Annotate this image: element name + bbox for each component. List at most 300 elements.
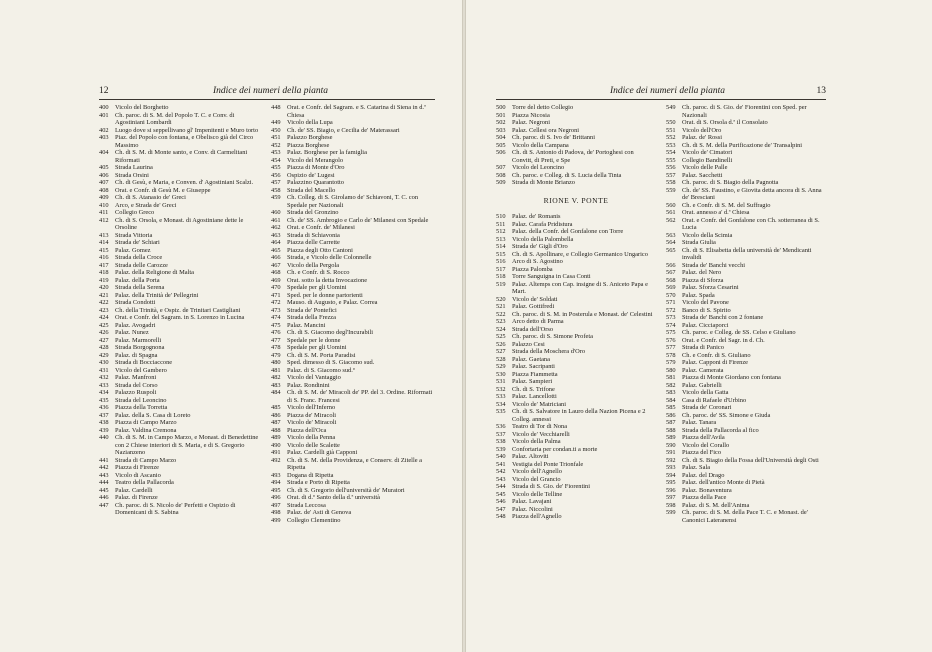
- entry-text: Palaz. Sforza Cesarini: [682, 284, 739, 291]
- index-entry: [666, 307, 826, 315]
- index-entry: [496, 408, 656, 423]
- entry-text: Piazza di Firenze: [115, 464, 160, 471]
- entry-number: 546: [496, 498, 506, 505]
- entry-number: 591: [666, 449, 676, 456]
- section-title: RIONE V. PONTE: [543, 195, 609, 205]
- entry-text: Vicolo della Palombella: [512, 235, 574, 243]
- entry-text: Orat. di d.º Santo della d.ª università: [287, 494, 381, 501]
- entry-text: Vicolo del Pavone: [682, 299, 729, 306]
- entry-text: Piazza di Sforza: [682, 276, 724, 284]
- entry-text: Vicolo delle Scalette: [287, 441, 340, 449]
- index-entry: [271, 509, 435, 517]
- entry-number: 558: [666, 179, 676, 186]
- entry-text: Palaz. Cardelli: [115, 486, 153, 494]
- entry-number: 431: [99, 366, 109, 374]
- entry-text: Vicolo delle Palle: [682, 164, 728, 171]
- index-entry: [99, 397, 259, 405]
- entry-text: Ch. di S. Antonio di Padova, de' Portoghesi con Convitt, di Preti, e Spe: [512, 149, 634, 164]
- entry-text: Strada di Bocciaccone: [115, 359, 173, 366]
- index-entry: [271, 367, 435, 375]
- entry-text: Palaz. de' Rossi: [682, 134, 723, 141]
- entry-text: Palaz. Cardelli già Capponi: [287, 449, 358, 456]
- entry-text: Palaz. Avogadri: [115, 321, 156, 329]
- index-entry: [271, 434, 435, 442]
- right-page: [466, 0, 932, 652]
- entry-text: Vicolo dell'Inferno: [287, 404, 336, 411]
- index-entry: [666, 494, 826, 502]
- entry-text: Vicolo de' Soldati: [512, 295, 558, 303]
- index-entry: [99, 329, 259, 337]
- index-entry: [99, 337, 259, 345]
- entry-number: 483: [271, 381, 281, 389]
- entry-text: Ch. di S. Trifone: [512, 385, 555, 393]
- entry-text: Palaz. Valdina Cremona: [115, 426, 177, 434]
- entry-number: 579: [666, 359, 676, 366]
- entry-number: 455: [271, 164, 281, 171]
- index-entry: [666, 262, 826, 270]
- index-entry: [666, 284, 826, 292]
- entry-text: Strada di Panico: [682, 344, 724, 351]
- entry-number: 427: [99, 336, 109, 344]
- entry-text: Strada di S. Gio. de' Fiorentini: [512, 483, 591, 490]
- entry-number: 433: [99, 381, 109, 389]
- index-entry: [99, 344, 259, 352]
- entry-text: Vicolo della Gatta: [682, 389, 729, 396]
- entry-text: Vicolo della Campana: [512, 141, 569, 149]
- entry-text: Palaz. Manfroni: [115, 374, 157, 381]
- index-entry: [666, 172, 826, 180]
- entry-text: Banco di S. Spirito: [682, 306, 731, 314]
- entry-text: Piazza de' Miracoli: [287, 411, 337, 419]
- entry-number: 442: [99, 464, 109, 471]
- entry-text: Strada Vittoria: [115, 231, 153, 239]
- entry-text: Strada del Leoncino: [115, 396, 167, 404]
- entry-number: 463: [271, 231, 281, 239]
- index-entry: [99, 419, 259, 427]
- entry-number: 411: [99, 209, 109, 216]
- index-entry: [496, 119, 656, 127]
- entry-number: 567: [666, 269, 676, 276]
- entry-text: Ch. paroc. e Colleg. de SS. Celso e Giuliano: [682, 329, 796, 336]
- entry-text: Strada del Macello: [287, 186, 336, 194]
- entry-text: Vicolo del Merangolo: [287, 156, 344, 164]
- entry-number: 405: [99, 164, 109, 171]
- index-entry: [666, 104, 826, 119]
- entries-after-section: [496, 213, 656, 521]
- entry-number: 438: [99, 419, 109, 426]
- index-entry: [99, 134, 259, 149]
- entry-text: Piazza dell'Avila: [682, 434, 725, 441]
- entry-number: 467: [271, 261, 281, 269]
- entry-text: Palaz. Negroni: [512, 119, 550, 126]
- entry-number: 441: [99, 456, 109, 464]
- entry-number: 565: [666, 246, 676, 254]
- index-entry: [666, 322, 826, 330]
- index-entry: [99, 494, 259, 502]
- entry-text: Sped. dimesso di S. Giacomo sud.: [287, 359, 375, 366]
- entry-number: 496: [271, 494, 281, 501]
- entry-number: 539: [496, 445, 506, 453]
- index-entry: [271, 232, 435, 240]
- entry-number: 409: [99, 194, 109, 201]
- entry-text: Ospizio de' Lugesi: [287, 171, 335, 179]
- entries-before-section: [496, 104, 656, 187]
- entry-text: Piazza della Torretta: [115, 404, 168, 411]
- index-entry: [496, 221, 656, 229]
- index-entry: [496, 476, 656, 484]
- entry-text: Palaz. della Trinità de' Pellegrini: [115, 291, 199, 299]
- index-entry: [496, 228, 656, 236]
- entry-text: Ch. di S. M. di Monte santo, e Conv. di Carmelitani Riformati: [115, 149, 248, 164]
- index-entry: [99, 479, 259, 487]
- entry-number: 560: [666, 201, 676, 209]
- entry-text: Piazza di Monte d'Oro: [287, 164, 345, 171]
- entry-number: 532: [496, 385, 506, 393]
- index-entry: [666, 464, 826, 472]
- entry-number: 458: [271, 186, 281, 194]
- entry-text: Ch. paroc. di S. Nicolo de' Perfetti e Ospizio di Domenicani di S. Sabina: [115, 501, 236, 516]
- index-entry: [496, 393, 656, 401]
- index-entry: [496, 318, 656, 326]
- entry-text: Ch. di S. Giacomo degl'Incurabili: [287, 329, 373, 336]
- entry-number: 473: [271, 306, 281, 314]
- index-entry: [271, 352, 435, 360]
- entry-text: Vicolo del Gambero: [115, 366, 167, 374]
- entry-text: Piaz. del Popolo con fontana, e Obelisco già del Circo Massimo: [115, 134, 254, 149]
- entry-text: Palaz. de' Romanis: [512, 213, 561, 220]
- entry-number: 584: [666, 396, 676, 404]
- entry-number: 506: [496, 149, 506, 156]
- entry-number: 417: [99, 261, 109, 269]
- index-entry: [99, 299, 259, 307]
- entry-text: Orat. e Confr. del Gonfalone con Ch. sotterranea di S. Lucia: [682, 216, 820, 231]
- entry-number: 562: [666, 216, 676, 224]
- index-entry: [666, 442, 826, 450]
- entry-text: Palaz. Lavajani: [512, 498, 552, 505]
- entry-number: 514: [496, 243, 506, 250]
- page-header: [99, 86, 435, 98]
- index-entry: [271, 127, 435, 135]
- index-entry: [666, 202, 826, 210]
- entry-text: Ch. paroc. di S. Simone Profeta: [512, 333, 593, 340]
- index-column-1: [99, 104, 259, 517]
- entry-text: Vicolo de' Vecchiarelli: [512, 430, 570, 438]
- entry-text: Palaz. Cicciaporci: [682, 321, 729, 329]
- index-entry: [271, 419, 435, 427]
- entry-text: Collegio Bandinelli: [682, 156, 733, 164]
- index-entry: [496, 142, 656, 150]
- entry-text: Piazza di Campo Marzo: [115, 419, 177, 426]
- entry-number: 529: [496, 363, 506, 370]
- entry-number: 515: [496, 250, 506, 258]
- entry-number: 594: [666, 471, 676, 479]
- entry-number: 412: [99, 216, 109, 224]
- entry-text: Torre Sanguigna in Casa Conti: [512, 273, 591, 280]
- entry-text: Strada della Pallacorda al fico: [682, 426, 759, 434]
- index-entry: [496, 303, 656, 311]
- index-entry: [271, 472, 435, 480]
- index-entry: [271, 187, 435, 195]
- entry-text: Ch. de' SS. Faustino, e Giovita detta ancora di S. Anna de' Bresciani: [682, 186, 822, 201]
- index-entry: [271, 134, 435, 142]
- index-entry: [271, 269, 435, 277]
- entry-text: Ch. di S. M. de' Miracoli de' PP. del 3. Ordine. Riformati di S. Franc. Francesi: [287, 389, 433, 404]
- index-entry: [99, 464, 259, 472]
- index-entry: [271, 517, 435, 525]
- entry-number: 522: [496, 310, 506, 318]
- index-entry: [99, 247, 259, 255]
- entry-text: Palaz. del Nero: [682, 269, 722, 276]
- entry-text: Palaz. Gaetana: [512, 355, 550, 363]
- entry-number: 554: [666, 149, 676, 156]
- entry-number: 508: [496, 171, 506, 179]
- entry-number: 569: [666, 284, 676, 291]
- entry-number: 432: [99, 374, 109, 381]
- index-entry: [496, 348, 656, 356]
- index-entry: [496, 296, 656, 304]
- entry-number: 551: [666, 126, 676, 134]
- index-entry: [271, 502, 435, 510]
- entry-number: 550: [666, 119, 676, 126]
- index-entry: [271, 322, 435, 330]
- index-entry: [496, 127, 656, 135]
- index-entry: [666, 299, 826, 307]
- entry-text: Strada de' Schiari: [115, 239, 160, 246]
- entry-number: 485: [271, 404, 281, 411]
- entry-text: Ch. di S. Atanasio de' Greci: [115, 194, 186, 201]
- entry-number: 464: [271, 239, 281, 246]
- entry-number: 561: [666, 209, 676, 216]
- index-entry: [271, 194, 435, 209]
- entry-number: 589: [666, 434, 676, 441]
- entry-text: Orat. e Confr. del Sagr. in d. Ch.: [682, 336, 765, 344]
- entry-number: 402: [99, 126, 109, 134]
- index-entry: [666, 457, 826, 465]
- index-entry: [271, 277, 435, 285]
- index-entry: [666, 487, 826, 495]
- index-entry: [99, 232, 259, 240]
- entry-text: Vicolo de' Cimatori: [682, 149, 733, 156]
- entry-text: Palaz. de' Asti di Genova: [287, 509, 352, 516]
- entry-number: 568: [666, 276, 676, 284]
- page-header: [496, 86, 826, 98]
- index-column-2: [271, 104, 435, 524]
- entry-text: Ch. de' SS. Ambrogio e Carlo de' Milanesi con Spedale: [287, 216, 429, 224]
- entry-number: 513: [496, 235, 506, 243]
- entry-text: Vicolo del Leoncino: [512, 164, 565, 171]
- index-entry: [271, 104, 435, 119]
- entry-number: 478: [271, 344, 281, 351]
- index-entry: [496, 363, 656, 371]
- entry-text: Ch. paroc. di S. M. del Popolo T. C. e Conv. di Agostiniani Lombardi: [115, 111, 235, 126]
- index-entry: [271, 314, 435, 322]
- index-entry: [99, 427, 259, 435]
- index-entry: [99, 284, 259, 292]
- entry-number: 401: [99, 111, 109, 119]
- entry-text: Arco, e Strada de' Greci: [115, 201, 177, 209]
- entry-text: Confortaria per condan.ti a morte: [512, 445, 598, 453]
- index-entry: [99, 382, 259, 390]
- index-entry: [99, 269, 259, 277]
- index-entry: [496, 356, 656, 364]
- entry-text: Vicolo del Grancio: [512, 475, 561, 483]
- entry-number: 500: [496, 104, 506, 111]
- entry-text: Ch. paroc. e Colleg. di S. Lucia della Tinta: [512, 171, 622, 179]
- index-entry: [271, 157, 435, 165]
- entry-text: Palaz. Borghese per la famiglia: [287, 149, 367, 156]
- entry-number: 439: [99, 426, 109, 434]
- entry-number: 570: [666, 291, 676, 299]
- entry-number: 598: [666, 501, 676, 509]
- entry-number: 599: [666, 509, 676, 516]
- left-page: [0, 0, 462, 652]
- entry-text: Palaz. della Confr. del Gonfalone con Torre: [512, 228, 624, 235]
- entry-text: Piazza Nicosia: [512, 111, 550, 119]
- entry-number: 476: [271, 329, 281, 336]
- entry-number: 413: [99, 231, 109, 239]
- entry-text: Ch. di S. Biagio della Fossa dell'Università degli Osti: [682, 456, 819, 464]
- entry-number: 525: [496, 333, 506, 340]
- entry-number: 559: [666, 186, 676, 194]
- index-entry: [496, 273, 656, 281]
- entry-text: Palaz. Bonaventura: [682, 486, 732, 494]
- index-entry: [99, 359, 259, 367]
- entry-number: 423: [99, 306, 109, 314]
- index-entry: [99, 374, 259, 382]
- entry-text: Casa di Rafaele d'Urbino: [682, 396, 747, 404]
- index-entry: [496, 251, 656, 259]
- index-entry: [666, 232, 826, 240]
- entry-text: Strada, e Vicolo delle Colonnelle: [287, 254, 372, 261]
- index-entry: [99, 202, 259, 210]
- entry-number: 421: [99, 291, 109, 299]
- entry-text: Ch. di S. Gregorio dell'università de' Muratori: [287, 486, 405, 494]
- entry-number: 429: [99, 351, 109, 359]
- entry-text: Ch. di S. Orsola, e Monast. di Agostiniane dette le Orsoline: [115, 216, 244, 231]
- entry-number: 447: [99, 501, 109, 509]
- index-entry: [99, 217, 259, 232]
- header-rule: [496, 99, 826, 100]
- entry-number: 595: [666, 479, 676, 486]
- index-entry: [666, 277, 826, 285]
- entry-text: Vicolo del Corallo: [682, 441, 730, 449]
- entry-text: Spedale per gli Uomini: [287, 344, 347, 351]
- index-entry: [496, 438, 656, 446]
- entry-number: 526: [496, 340, 506, 348]
- index-entry: [271, 427, 435, 435]
- entry-number: 501: [496, 111, 506, 119]
- entry-number: 535: [496, 408, 506, 415]
- index-entry: [271, 479, 435, 487]
- entry-text: Ch. di Gesù, e Maria, e Conven. d' Agostiniani Scalzi.: [115, 179, 254, 186]
- entry-number: 436: [99, 404, 109, 411]
- index-entry: [666, 412, 826, 420]
- entry-text: Palaz. Carafa Pridistura: [512, 220, 573, 228]
- entry-text: Palaz. della Religione di Malta: [115, 269, 194, 276]
- entry-number: 538: [496, 438, 506, 445]
- index-entry: [271, 284, 435, 292]
- index-entry: [666, 449, 826, 457]
- entry-number: 448: [271, 104, 281, 111]
- entry-number: 583: [666, 389, 676, 396]
- index-entry: [99, 179, 259, 187]
- entry-number: 557: [666, 171, 676, 179]
- entry-number: 588: [666, 426, 676, 434]
- entry-number: 498: [271, 509, 281, 516]
- entry-text: Piazza degli Otto Cantoni: [287, 246, 353, 254]
- entry-number: 449: [271, 119, 281, 126]
- entry-number: 553: [666, 141, 676, 149]
- entry-text: Strada del Gronzino: [287, 209, 339, 216]
- index-entry: [271, 164, 435, 172]
- entry-text: Ch. paroc. di S. Ivo de' Brittanni: [512, 134, 595, 141]
- entry-text: Vicolo della Scimia: [682, 231, 733, 239]
- entry-number: 471: [271, 291, 281, 299]
- entry-number: 533: [496, 393, 506, 400]
- entry-text: Palaz. Cellesi ora Negroni: [512, 126, 580, 134]
- index-entry: [496, 213, 656, 221]
- entry-number: 443: [99, 471, 109, 479]
- entry-text: Ch. de' SS. Biagio, e Cecilia de' Materassari: [287, 126, 400, 134]
- entry-number: 564: [666, 239, 676, 246]
- index-entry: [271, 329, 435, 337]
- entry-number: 445: [99, 486, 109, 494]
- index-entry: [271, 224, 435, 232]
- index-entry: [99, 472, 259, 480]
- index-entry: [666, 142, 826, 150]
- entry-number: 563: [666, 231, 676, 239]
- index-entry: [496, 491, 656, 499]
- entry-number: 596: [666, 486, 676, 494]
- index-entry: [666, 389, 826, 397]
- entry-text: Palaz. di S. M. dell'Anima: [682, 501, 750, 509]
- index-entry: [666, 352, 826, 360]
- entry-text: Ch. e Confr. di S. M. del Suffragio: [682, 201, 771, 209]
- index-entry: [496, 243, 656, 251]
- entry-number: 479: [271, 351, 281, 359]
- entry-number: 593: [666, 464, 676, 471]
- entry-text: Strada Leccosa: [287, 501, 326, 509]
- entry-text: Palaz. Altemps con Cap. insigne di S. Aniceto Papa e Mart.: [512, 280, 648, 295]
- entry-number: 505: [496, 141, 506, 149]
- entry-text: Piazza delle Carrette: [287, 239, 340, 246]
- entry-number: 581: [666, 374, 676, 381]
- index-entry: [666, 269, 826, 277]
- index-entry: [496, 281, 656, 296]
- entry-text: Strada delle Carozze: [115, 261, 168, 269]
- index-entry: [271, 179, 435, 187]
- entry-text: Vicolo delle Telline: [512, 490, 563, 498]
- entry-number: 517: [496, 265, 506, 273]
- entry-text: Spedale per le donne: [287, 336, 341, 344]
- entry-text: Strada de' Banchi con 2 fontane: [682, 314, 764, 321]
- index-entry: [99, 404, 259, 412]
- entry-number: 469: [271, 276, 281, 284]
- index-entry: [99, 239, 259, 247]
- index-entry: [271, 247, 435, 255]
- entry-number: 492: [271, 456, 281, 464]
- index-entry: [666, 502, 826, 510]
- index-entry: [99, 104, 259, 112]
- index-entry: [99, 322, 259, 330]
- entry-text: Vicolo del Borghetto: [115, 104, 169, 111]
- entry-number: 516: [496, 258, 506, 265]
- entry-text: Orat. annesso a' d.ª Chiesa: [682, 209, 750, 216]
- entry-text: Palaz. Nunez: [115, 329, 149, 336]
- index-entry: [496, 386, 656, 394]
- index-entry: [666, 367, 826, 375]
- entry-number: 477: [271, 336, 281, 344]
